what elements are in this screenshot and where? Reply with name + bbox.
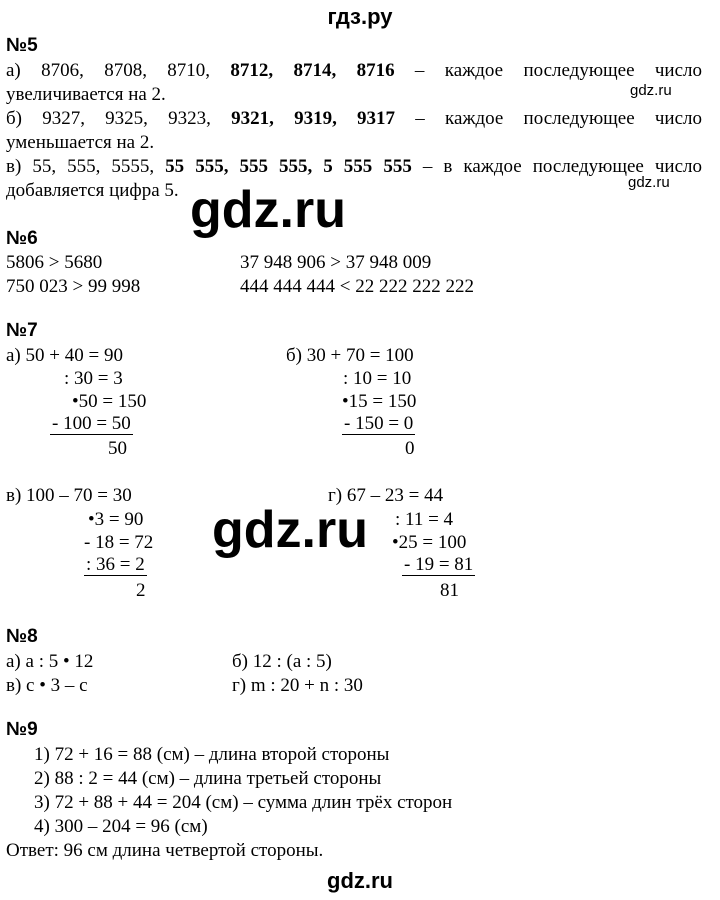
task-6-row1-right: 37 948 906 > 37 948 009: [240, 252, 432, 273]
task-7-a-line3: •50 = 150: [72, 391, 147, 412]
task-5-v-line1: [6, 156, 702, 178]
watermark-small: gdz.ru: [628, 174, 670, 191]
task-7-g-line1: г) 67 – 23 = 44: [328, 485, 444, 506]
task-7-a-result: 50: [108, 438, 127, 459]
task-9-answer: Ответ: 96 см длина четвертой стороны.: [6, 840, 324, 861]
task-7-title: №7: [6, 320, 38, 341]
task-7-b-line1: б) 30 + 70 = 100: [286, 345, 414, 366]
site-header: гдз.ру: [327, 4, 393, 29]
task-6-row2-left: 750 023 > 99 998: [6, 276, 141, 297]
task-7-v-line3: - 18 = 72: [84, 532, 154, 553]
task-8-title: №8: [6, 626, 38, 647]
task-9-step-3: 3) 72 + 88 + 44 = 204 (см) – сумма длин трёх сторон: [34, 792, 453, 813]
task-7-g-line4: - 19 = 81: [404, 554, 474, 575]
task-5-v-sequence: в) 55, 555, 5555,: [6, 156, 155, 177]
task-7-g-result: 81: [440, 580, 459, 601]
watermark-big: gdz.ru: [212, 501, 368, 559]
task-7-b-line2: : 10 = 10: [343, 368, 412, 389]
task-5-a-answer: 8712, 8714, 8716: [230, 60, 395, 81]
watermark-small: gdz.ru: [630, 82, 672, 99]
task-7-v-line2: •3 = 90: [88, 509, 144, 530]
task-5-v-line2: добавляется цифра 5.: [6, 180, 179, 201]
task-7-b-result: 0: [405, 438, 415, 459]
task-7-v-result: 2: [136, 580, 146, 601]
task-5-b-answer: 9321, 9319, 9317: [231, 108, 396, 129]
task-7-b-line3: •15 = 150: [342, 391, 417, 412]
task-5-v-explanation: – в каждое последующее число: [422, 156, 703, 177]
task-8-a: а) a : 5 • 12: [6, 651, 94, 672]
task-9-step-4: 4) 300 – 204 = 96 (см): [34, 816, 208, 837]
task-5-b-line1: [6, 108, 702, 130]
task-7-a-line4: - 100 = 50: [52, 413, 131, 434]
task-5-a-explanation: – каждое последующее число: [414, 60, 703, 81]
task-8-b: б) 12 : (a : 5): [232, 651, 332, 672]
task-5-title: №5: [6, 35, 38, 56]
task-7-g-line2: : 11 = 4: [395, 509, 454, 530]
site-footer: gdz.ru: [327, 868, 393, 893]
task-5-a-line2: увеличивается на 2.: [6, 84, 166, 105]
task-5-a-sequence: а) 8706, 8708, 8710,: [6, 60, 211, 81]
task-7-b-line4: - 150 = 0: [344, 413, 414, 434]
task-9-step-1: 1) 72 + 16 = 88 (см) – длина второй стороны: [34, 744, 390, 765]
task-7-g-line3: •25 = 100: [392, 532, 467, 553]
watermark-big: gdz.ru: [190, 181, 346, 239]
task-9-title: №9: [6, 719, 38, 740]
task-5-b-explanation: – каждое последующее число: [415, 108, 703, 129]
task-5-a-line1: [6, 60, 702, 82]
task-5-b-sequence: б) 9327, 9325, 9323,: [6, 108, 211, 129]
task-7-a-line1: а) 50 + 40 = 90: [6, 345, 123, 366]
task-6-title: №6: [6, 228, 38, 249]
task-9-step-2: 2) 88 : 2 = 44 (см) – длина третьей стороны: [34, 768, 382, 789]
task-7-a-line2: : 30 = 3: [64, 368, 123, 389]
task-8-v: в) c • 3 – c: [6, 675, 88, 696]
task-7-v-line4: : 36 = 2: [86, 554, 145, 575]
task-7-v-line1: в) 100 – 70 = 30: [6, 485, 132, 506]
task-5-v-answer: 55 555, 555 555, 5 555 555: [165, 156, 412, 177]
task-5-b-line2: уменьшается на 2.: [6, 132, 155, 153]
task-8-g: г) m : 20 + n : 30: [232, 675, 363, 696]
task-6-row2-right: 444 444 444 < 22 222 222 222: [240, 276, 474, 297]
task-6-row1-left: 5806 > 5680: [6, 252, 103, 273]
